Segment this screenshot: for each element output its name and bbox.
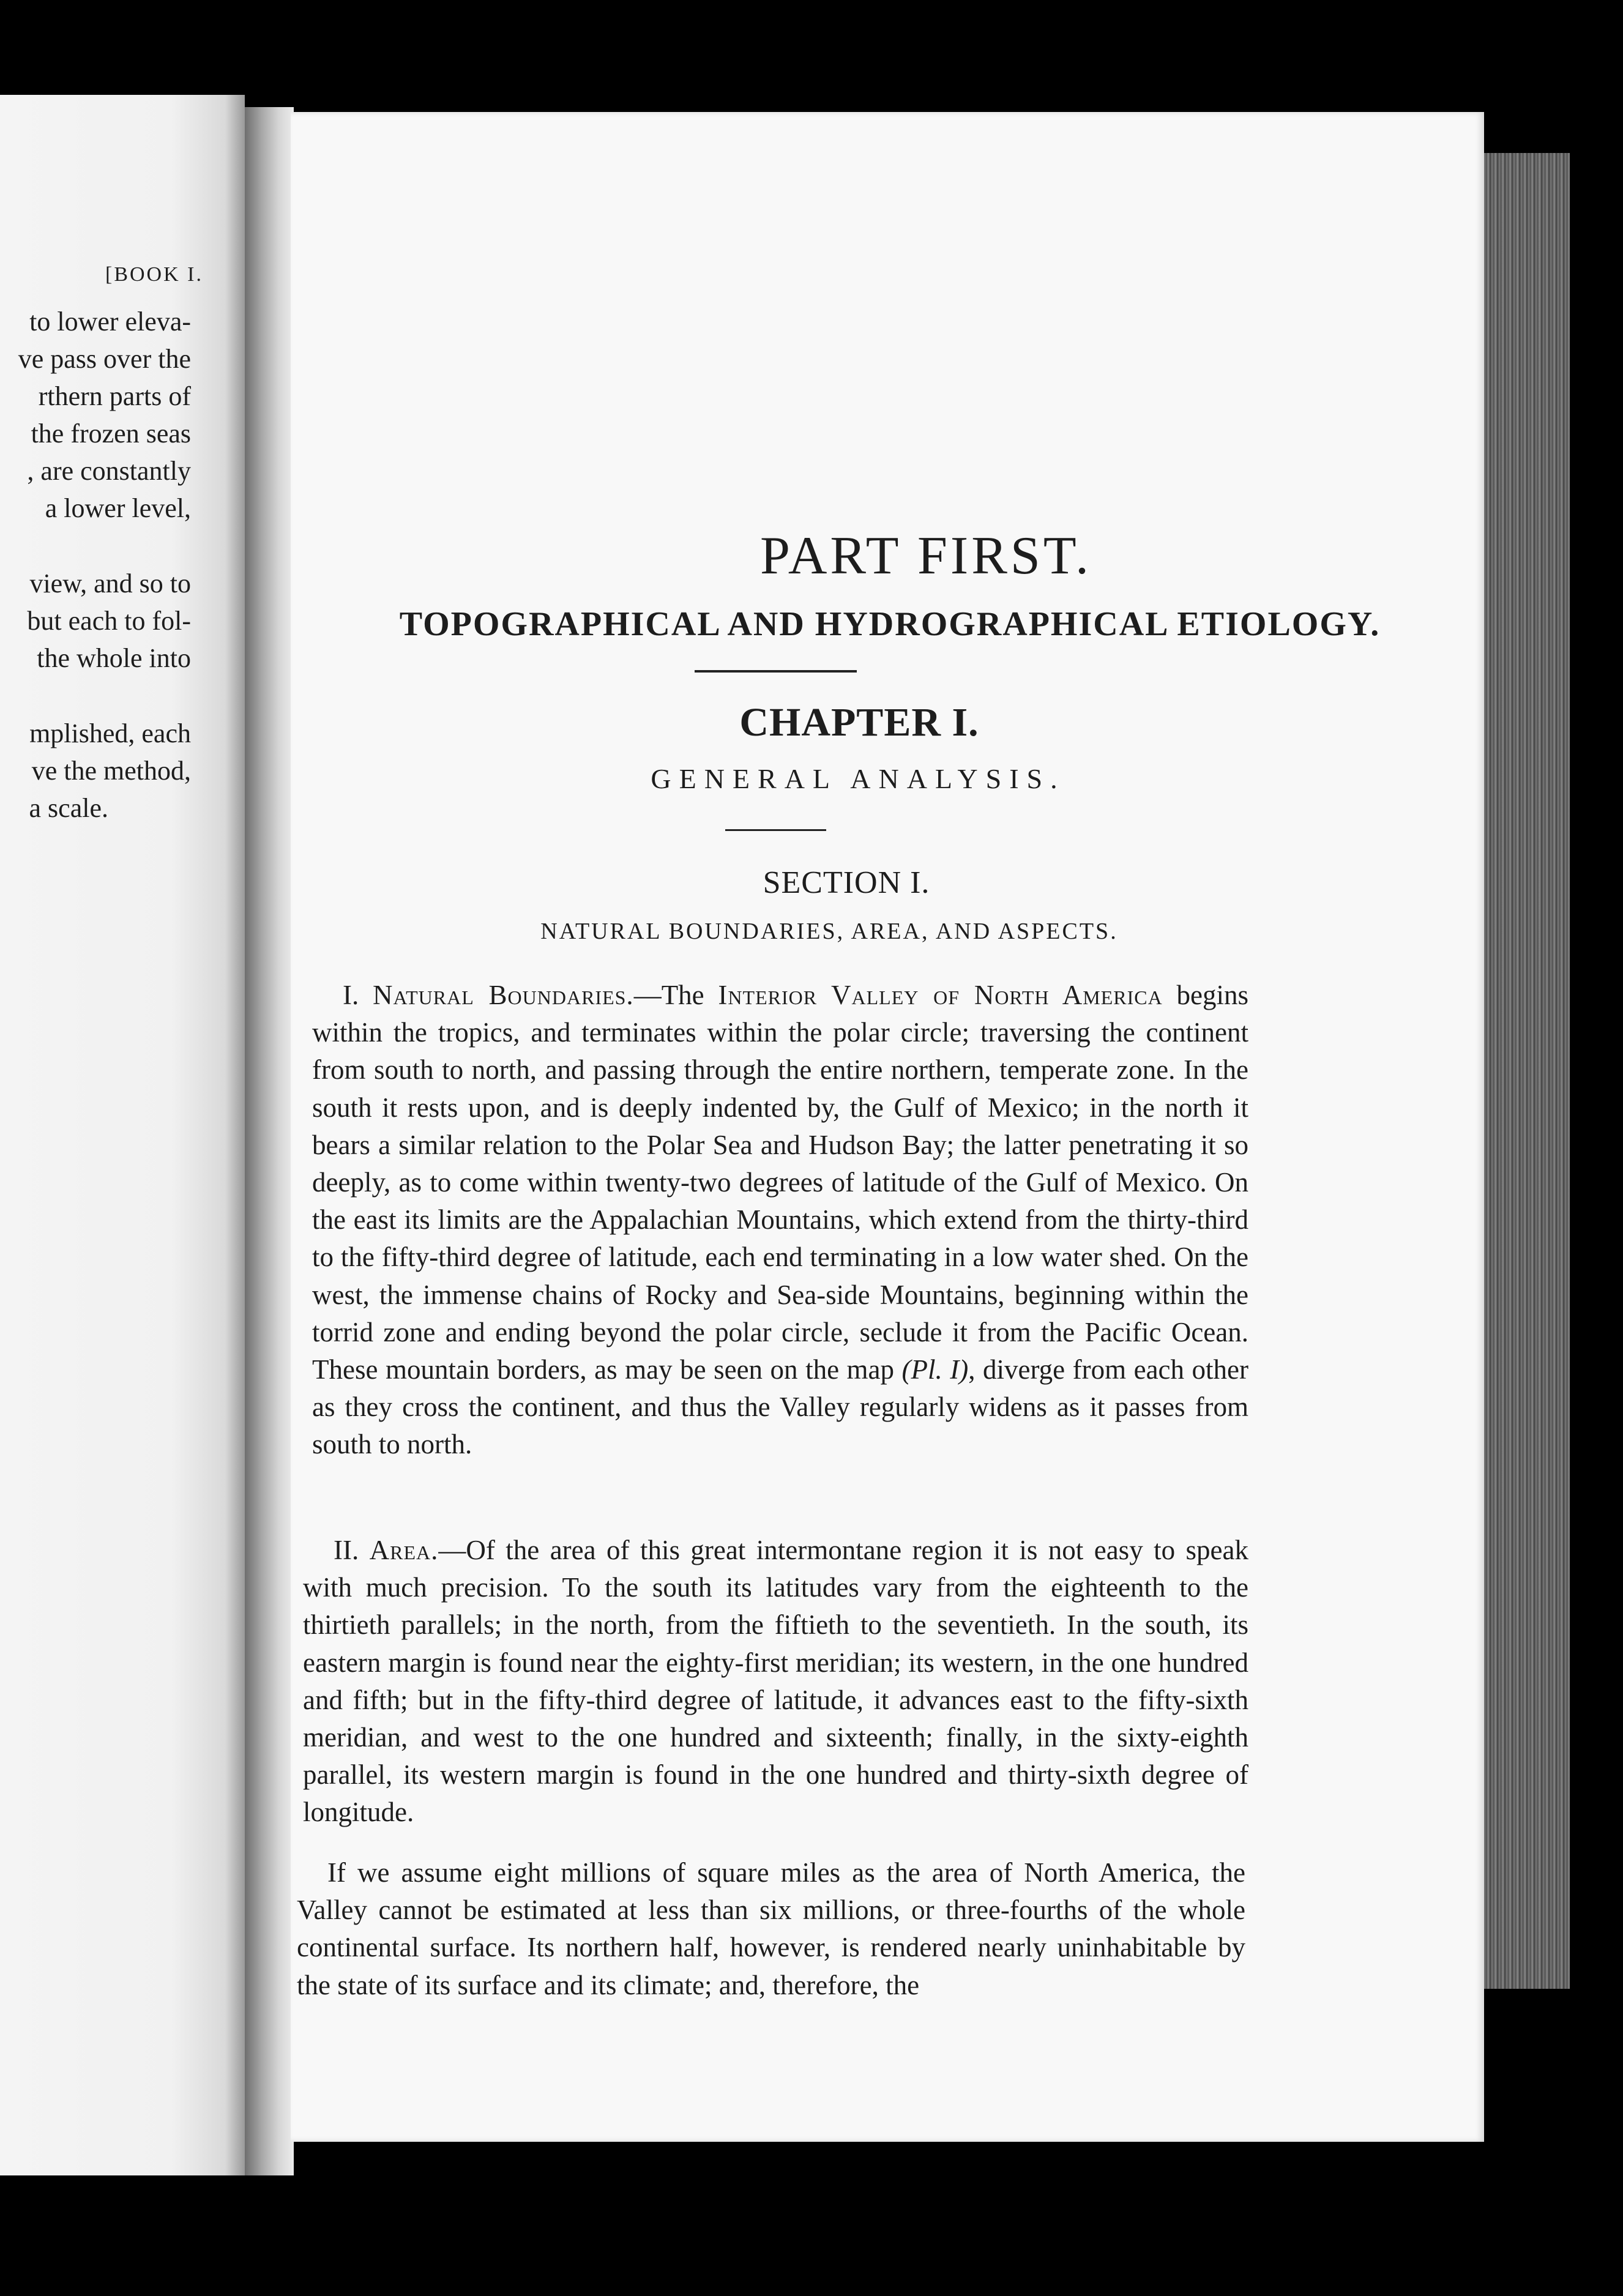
section-title: SECTION I. — [763, 865, 930, 900]
paragraph-lead: —The — [633, 980, 718, 1010]
left-page — [0, 95, 245, 2175]
left-page-line: the whole into — [37, 643, 191, 673]
left-page-line: mplished, each — [29, 718, 191, 748]
paragraph-text: begins within the tropics, and terminates within the polar circle; traversing the continent from south to north, and passing through the entire northern, temperate zone. In the south it rests upon, and is deeply indented by, the Gulf of Mexico; in the north it bears a similar relation to the Polar Sea and Hudson Bay; the latter penetrating it so deeply, as to come within twenty-two degrees of latitude of the Gulf of Mexico. On the east its limits are the Appalachian Mountains, which extend from the thirty-third to the fifty-third degree of latitude, each end terminating in a low water shed. On the west, the immense chains of Rocky and Sea-side Mountains, beginning within the torrid zone and ending beyond the polar circle, seclude it from the Pacific Ocean. These mountain borders, as may be seen on the map — [312, 980, 1249, 1385]
paragraph-text: —Of the area of this great intermontane region it is not easy to speak with much precision. To the south its latitudes vary from the eighteenth to the thirtieth parallels; in the north, from the fiftieth to the seventieth. In the south, its eastern margin is found near the eighty-first meridian; its western, in the one hundred and fifth; but in the fifty-third degree of latitude, it advances east to the fifty-sixth meridian, and west to the one hundred and sixteenth; finally, in the sixty-eighth parallel, its western margin is found in the one hundred and thirty-sixth degree of longitude. — [303, 1535, 1248, 1828]
paragraph-natural-boundaries — [312, 977, 1248, 1464]
paragraph-text: If we assume eight millions of square miles as the area of North America, the Valley cannot be estimated at less than six millions, or three-fourths of the whole continental surface. Its northern half, however, is rendered nearly uninhabitable by the state of its surface and its climate; and, therefore, the — [297, 1857, 1245, 2000]
part-title: PART FIRST. — [759, 526, 1092, 586]
plate-reference: (Pl. I) — [901, 1354, 969, 1385]
left-page-line: , are constantly — [27, 456, 191, 486]
paragraph-area — [303, 1532, 1248, 1832]
part-subtitle: TOPOGRAPHICAL AND HYDROGRAPHICAL ETIOLOGY. — [399, 605, 1381, 643]
paragraph-text: , diverge from each other as they cross the continent, and thus the Valley regularly widens as it passes from south to north. — [312, 1354, 1248, 1460]
chapter-title: CHAPTER I. — [739, 700, 979, 745]
paragraph-number: II. — [334, 1535, 359, 1565]
left-page-line: the frozen seas — [31, 419, 191, 449]
left-page-line: ve the method, — [31, 756, 191, 786]
left-page-line: to lower eleva- — [29, 307, 191, 337]
left-page-line: ve pass over the — [18, 344, 191, 374]
divider-rule — [725, 829, 826, 831]
left-page-line: a scale. — [29, 793, 108, 823]
paragraph-area-estimate — [297, 1854, 1245, 2004]
paragraph-heading: Natural Boundaries. — [373, 980, 634, 1010]
book-gutter — [245, 107, 294, 2175]
left-page-line: a lower level, — [45, 493, 191, 523]
page-stack-edge — [1472, 153, 1570, 1989]
left-page-line: view, and so to — [29, 568, 191, 598]
paragraph-heading: Area. — [369, 1535, 439, 1565]
valley-name: Interior Valley of North America — [718, 980, 1163, 1010]
left-page-line: but each to fol- — [27, 606, 191, 636]
left-page-header: [BOOK I. — [105, 263, 203, 286]
divider-rule — [695, 670, 857, 673]
main-page — [291, 112, 1484, 2142]
chapter-subtitle: GENERAL ANALYSIS. — [651, 763, 1065, 794]
left-page-line: rthern parts of — [38, 381, 191, 411]
section-subtitle: NATURAL BOUNDARIES, AREA, AND ASPECTS. — [540, 919, 1118, 944]
paragraph-number: I. — [343, 980, 359, 1010]
